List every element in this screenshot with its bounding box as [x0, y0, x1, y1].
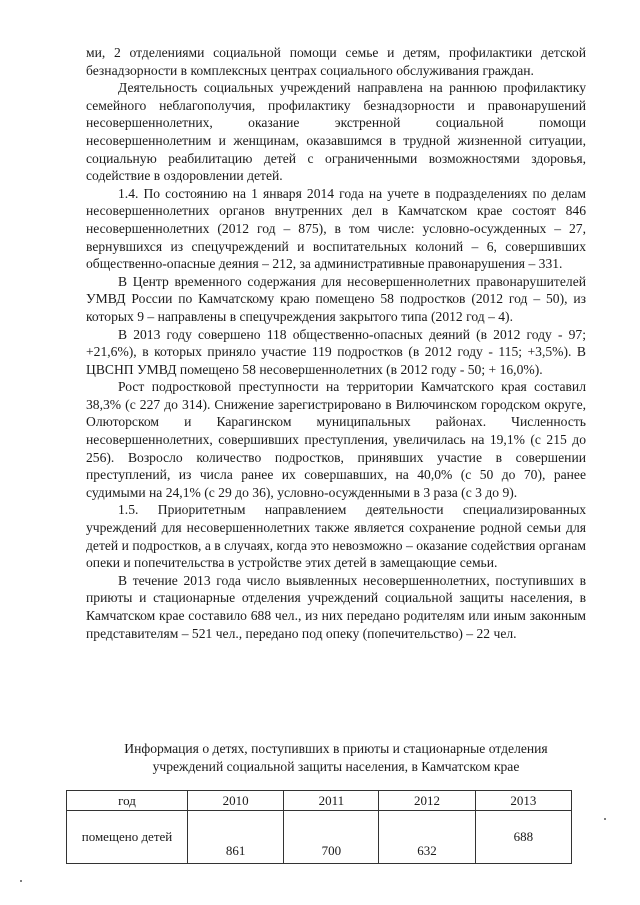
paragraph: Деятельность социальных учреждений направлена на раннюю профилактику семейного неблагополучия, профилактику безнадзорности и правонарушений несовершеннолетних, оказание экстренной социальной помощи несовершеннолетним и женщинам, оказавшимся в трудной жизненной ситуации, социальную реабилитацию детей с ограниченными возможностями здоровья, содействие в оздоровлении детей. [86, 80, 586, 184]
paragraph: В 2013 году совершено 118 общественно-опасных деяний (в 2012 году - 97; +21,6%), в которых приняло участие 119 подростков (в 2012 году - 115; +3,5%). В ЦВСНП УМВД помещено 58 несовершеннолетних (в 2012 году - 50; + 16,0%). [86, 326, 586, 377]
value-cell: 700 [284, 811, 379, 864]
paragraph: ми, 2 отделениями социальной помощи семье и детям, профилактики детской безнадзорности в комплексных центрах социального обслуживания граждан. [86, 45, 586, 78]
value-cell: 632 [379, 811, 475, 864]
paragraph: В течение 2013 года число выявленных несовершеннолетних, поступивших в приюты и стационарные отделения учреждений социальной защиты населения, в Камчатском крае составило 688 чел., из них передано родителям или иным законным представителям – 521 чел., передано под опеку (попечительство) – 22 чел. [86, 572, 586, 641]
scan-speck [20, 880, 22, 882]
value-cell: 688 [475, 811, 571, 864]
caption-line: Информация о детях, поступивших в приюты и стационарные отделения [124, 741, 548, 756]
row-label-cell: помещено детей [67, 811, 188, 864]
year-cell: 2013 [475, 791, 571, 811]
table-row [67, 811, 572, 864]
year-cell: 2012 [379, 791, 475, 811]
data-table [66, 790, 572, 864]
paragraph: Рост подростковой преступности на территории Камчатского края составил 38,3% (с 227 до 314). Снижение зарегистрировано в Вилючинском городском округе, Олюторском и Карагинском муниципальных районах. Численность несовершеннолетних, совершивших преступления, увеличилась на 19,1% (с 215 до 256). Возросло количество подростков, принявших участие в совершении преступлений, из числа ранее их совершавших, на 40,0% (с 50 до 70), ранее судимыми на 24,1% (с 29 до 36), условно-осужденными в 3 раза (с 3 до 9). [86, 379, 586, 500]
caption-line: учреждений социальной защиты населения, в Камчатском крае [152, 759, 520, 774]
table-caption [86, 740, 586, 776]
paragraph: В Центр временного содержания для несовершеннолетних правонарушителей УМВД России по Камчатскому краю помещено 58 подростков (2012 год – 50), из которых 9 – направлены в спецучреждения закрытого типа (2012 год – 4). [86, 273, 586, 324]
paragraph: 1.5. Приоритетным направлением деятельности специализированных учреждений для несовершеннолетних также является сохранение родной семьи для детей и подростков, а в случаях, когда это невозможно – оказание содействия органам опеки и попечительства в устройстве этих детей в замещающие семьи. [86, 502, 586, 571]
header-label-cell: год [67, 791, 188, 811]
paragraph: 1.4. По состоянию на 1 января 2014 года на учете в подразделениях по делам несовершеннолетних органов внутренних дел в Камчатском крае состоят 846 несовершеннолетних (2012 год – 875), в том числе: условно-осужденных – 27, вернувшихся из спецучреждений и воспитательных колоний – 6, совершивших общественно-опасные деяния – 212, за административные правонарушения – 331. [86, 185, 586, 272]
body-text [86, 44, 586, 642]
year-cell: 2010 [188, 791, 284, 811]
value-cell: 861 [188, 811, 284, 864]
table-header-row [67, 791, 572, 811]
year-cell: 2011 [284, 791, 379, 811]
scan-speck [604, 818, 606, 820]
